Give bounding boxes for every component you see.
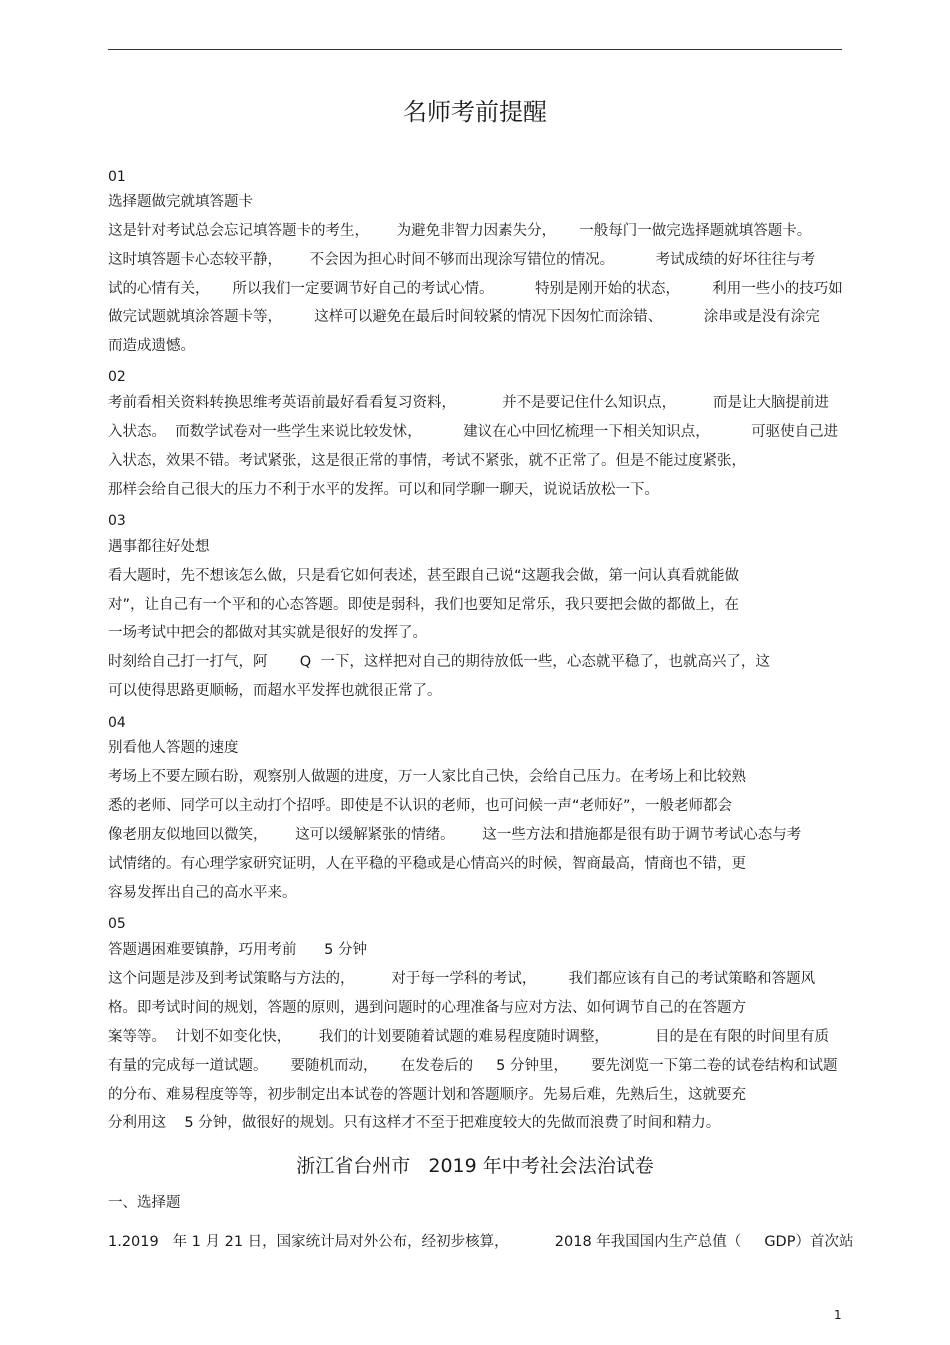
paragraph-line: 悉的老师、同学可以主动打个招呼。即使是不认识的老师，也可问候一声“老师好”，一般老师都会 (108, 798, 733, 814)
exam-question: 1.2019 年 1 月 21 日，国家统计局对外公布，经初步核算， 2018 年我国国内生产总值（ GDP）首次站 (108, 1234, 854, 1250)
section-heading: 答题遇困难要镇静，巧用考前 5 分钟 (108, 942, 367, 958)
page-title: 名师考前提醒 (403, 98, 547, 126)
paragraph-line: 对”，让自己有一个平和的心态答题。即使是弱科，我们也要知足常乐，我只要把会做的都做上，在 (108, 597, 740, 613)
paragraph-line: 这时填答题卡心态较平静， 不会因为担心时间不够而出现涂写错位的情况。 考试成绩的好坏往往与考 (108, 252, 816, 268)
paragraph-line: 入状态，效果不错。考试紧张，这是很正常的事情，考试不紧张，就不正常了。但是不能过度紧张， (108, 453, 746, 469)
paragraph-line: 试的心情有关， 所以我们一定要调节好自己的考试心情。 特别是刚开始的状态， 利用一些小的技巧如 (108, 281, 843, 297)
paragraph-line: 这个问题是涉及到考试策略与方法的， 对于每一学科的考试， 我们都应该有自己的考试策略和答题风 (108, 971, 816, 987)
paragraph-line: 分利用这 5 分钟，做很好的规划。只有这样才不至于把难度较大的先做而浪费了时间和精力。 (108, 1115, 721, 1131)
paragraph-line: 试情绪的。有心理学家研究证明，人在平稳的平稳或是心情高兴的时候，智商最高，情商也不错，更 (108, 856, 746, 872)
paragraph-line: 那样会给自己很大的压力不利于水平的发挥。可以和同学聊一聊天，说说话放松一下。 (108, 482, 659, 498)
paragraph-line: 的分布、难易程度等等，初步制定出本试卷的答题计划和答题顺序。先易后难，先熟后生，这就要充 (108, 1087, 746, 1103)
paragraph-line: 格。即考试时间的规划，答题的原则，遇到问题时的心理准备与应对方法、如何调节自己的在答题方 (108, 1000, 746, 1016)
paragraph-line: 时刻给自己打一打气，阿 Q 一下，这样把对自己的期待放低一些，心态就平稳了，也就高兴了，这 (108, 654, 770, 670)
section-heading: 遇事都往好处想 (108, 539, 210, 555)
exam-title: 浙江省台州市 2019 年中考社会法治试卷 (296, 1155, 654, 1177)
paragraph-line: 有量的完成每一道试题。 要随机而动， 在发卷后的 5 分钟里， 要先浏览一下第二卷的试卷结构和试题 (108, 1058, 838, 1074)
paragraph-line: 像老朋友似地回以微笑， 这可以缓解紧张的情绪。 这一些方法和措施都是很有助于调节考试心态与考 (108, 827, 802, 843)
section-number: 01 (108, 169, 126, 185)
exam-section-heading: 一、选择题 (108, 1195, 181, 1211)
paragraph-line: 做完试题就填涂答题卡等， 这样可以避免在最后时间较紧的情况下因匆忙而涂错、 涂串或是没有涂完 (108, 309, 820, 325)
header-rule (108, 49, 842, 50)
page-number: 1 (834, 1308, 842, 1322)
section-heading: 选择题做完就填答题卡 (108, 194, 253, 210)
paragraph-line: 看大题时，先不想该怎么做，只是看它如何表述，甚至跟自己说“这题我会做，第一问认真看就能做 (108, 568, 740, 584)
section-number: 05 (108, 916, 126, 932)
paragraph-line: 容易发挥出自己的高水平来。 (108, 885, 297, 901)
section-number: 02 (108, 369, 126, 385)
paragraph-line: 案等等。 计划不如变化快， 我们的计划要随着试题的难易程度随时调整， 目的是在有限的时间里有质 (108, 1029, 829, 1045)
paragraph-line: 而造成遗憾。 (108, 338, 195, 354)
paragraph-line: 一场考试中把会的都做对其实就是很好的发挥了。 (108, 625, 427, 641)
section-number: 03 (108, 513, 126, 529)
paragraph-line: 入状态。 而数学试卷对一些学生来说比较发怵， 建议在心中回忆梳理一下相关知识点， 可驱使自己进 (108, 424, 839, 440)
section-heading: 别看他人答题的速度 (108, 740, 239, 756)
paragraph-line: 考前看相关资料转换思维考英语前最好看看复习资料， 并不是要记住什么知识点， 而是让大脑提前进 (108, 395, 829, 411)
paragraph-line: 这是针对考试总会忘记填答题卡的考生， 为避免非智力因素失分， 一般每门一做完选择题就填答题卡。 (108, 223, 812, 239)
paragraph-line: 考场上不要左顾右盼，观察别人做题的进度，万一人家比自己快，会给自己压力。在考场上和比较熟 (108, 769, 746, 785)
paragraph-line: 可以使得思路更顺畅，而超水平发挥也就很正常了。 (108, 683, 442, 699)
section-number: 04 (108, 715, 126, 731)
